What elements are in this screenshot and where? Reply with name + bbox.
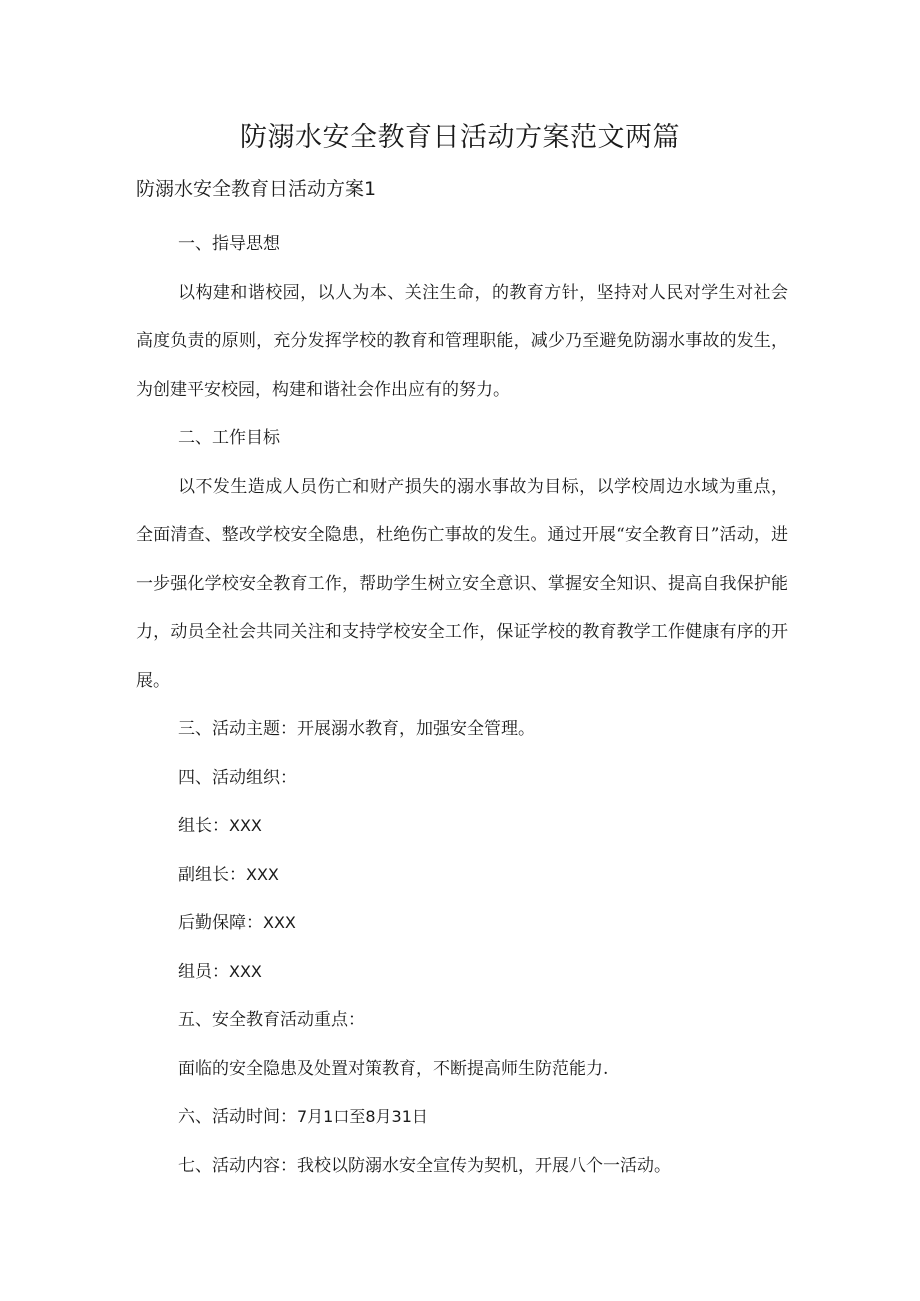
org-logistics (136, 899, 788, 948)
org-logistics-label: 后勤保障： (178, 913, 263, 933)
paragraph-guiding-ideology: 以构建和谐校园，以人为本、关注生命，的教育方针，坚持对人民对学生对社会高度负责的原则，充分发挥学校的教育和管理职能，减少乃至避免防溺水事故的发生，为创建平安校园，构建和谐社会作出应有的努力。 (136, 282, 788, 400)
heading-activity-content: 七、活动内容：我校以防溺水安全宣传为契机，开展八个一活动。 (178, 1155, 671, 1176)
org-leader-value: XXX (229, 816, 262, 835)
document-title: 防溺水安全教育日活动方案范文两篇 (240, 122, 680, 153)
org-leader-label: 组长： (178, 816, 229, 836)
org-deputy-leader (136, 851, 788, 900)
heading-safety-focus: 五、安全教育活动重点： (178, 1010, 365, 1030)
org-members-label: 组员： (178, 961, 229, 982)
org-logistics-value: XXX (263, 913, 296, 932)
org-deputy-leader-value: XXX (246, 864, 279, 884)
activity-time-label: 六、活动时间： (178, 1107, 297, 1127)
paragraph-work-goals: 以不发生造成人员伤亡和财产损失的溺水事故为目标，以学校周边水域为重点，全面清查、整改学校安全隐患，杜绝伤亡事故的发生。通过开展“安全教育日”活动，进一步强化学校安全教育工作，帮助学生树立安全意识、掌握安全知识、提高自我保护能力，动员全社会共同关注和支持学校安全工作，保证学校的教育教学工作健康有序的开展。 (136, 476, 788, 691)
heading-activity-theme: 三、活动主题：开展溺水教育，加强安全管理。 (178, 719, 535, 739)
org-members (136, 948, 788, 997)
activity-time (136, 1093, 788, 1142)
heading-guiding-ideology: 一、指导思想 (178, 234, 280, 254)
section-title: 防溺水安全教育日活动方案1 (136, 178, 377, 200)
org-deputy-leader-label: 副组长： (178, 864, 246, 885)
activity-time-value: 7月1口至8月31日 (297, 1107, 428, 1126)
paragraph-safety-focus: 面临的安全隐患及处置对策教育，不断提高师生防范能力. (178, 1058, 609, 1079)
org-leader (136, 802, 788, 851)
heading-work-goals: 二、工作目标 (178, 428, 280, 448)
heading-activity-organization: 四、活动组织： (178, 767, 297, 788)
document-body (136, 220, 788, 1190)
org-members-value: XXX (229, 961, 262, 981)
